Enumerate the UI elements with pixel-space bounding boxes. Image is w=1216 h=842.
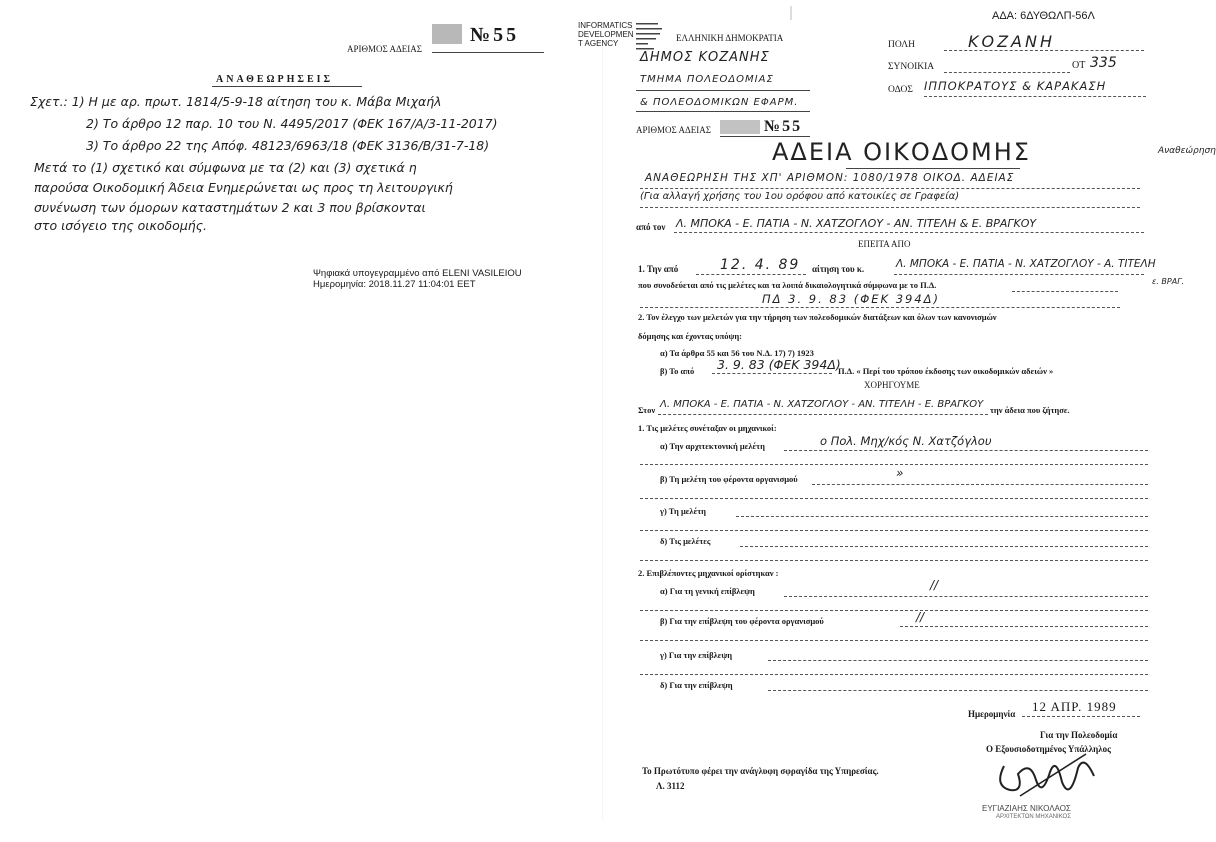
section1-b-label: β) Τη μελέτη του φέροντα οργανισμού bbox=[660, 474, 798, 484]
engineer-stamp-title: ΑΡΧΙΤΕΚΤΩΝ ΜΗΧΑΝΙΚΟΣ bbox=[996, 814, 1071, 820]
revision-note-7: στο ισόγειο της οικοδομής. bbox=[34, 218, 208, 233]
item1-date: 12. 4. 89 bbox=[720, 257, 801, 273]
section2-a-label: α) Για τη γενική επίβλεψη bbox=[660, 586, 755, 596]
to-tail: την άδεια που ζήτησε. bbox=[990, 405, 1070, 415]
item2-beta-text: Π.Δ. « Περί του τρόπου έκδοσης των οικοδομικών αδειών » bbox=[838, 366, 1054, 376]
item1-names: Λ. ΜΠΟΚΑ - Ε. ΠΑΤΙΑ - Ν. ΧΑΤΖΟΓΛΟΥ - Α. ΤΙΤΕΛΗ bbox=[896, 258, 1156, 270]
department-sub: & ΠΟΛΕΟΔΟΜΙΚΩΝ ΕΦΑΡΜ. bbox=[640, 97, 799, 108]
after-heading: ΕΠΕΙΤΑ ΑΠΟ bbox=[858, 239, 911, 249]
section2-b-label: β) Για την επίβλεψη του φέροντα οργανισμού bbox=[660, 616, 824, 626]
digital-signature: Ψηφιακά υπογεγραμμένο από ELENI VASILEIOU Ημερομηνία: 2018.11.27 11:04:01 EET bbox=[313, 268, 522, 290]
left-stamp-blot bbox=[432, 24, 462, 44]
document-title: ΑΔΕΙΑ ΟΙΚΟΔΟΜΗΣ bbox=[772, 138, 1031, 166]
item2-beta-date: 3. 9. 83 (ΦΕΚ 394Δ) bbox=[717, 357, 841, 372]
revision-note-4: Μετά το (1) σχετικό και σύμφωνα με τα (2) και (3) σχετικά η bbox=[34, 160, 417, 175]
city-label: ΠΟΛΗ bbox=[888, 40, 916, 50]
to-value: Λ. ΜΠΟΚΑ - Ε. ΠΑΤΙΑ - Ν. ΧΑΤΖΟΓΛΟΥ - ΑΝ. ΤΙΤΕΛΗ - Ε. ΒΡΑΓΚΟΥ bbox=[660, 399, 984, 410]
left-permit-number: №55 bbox=[470, 24, 520, 46]
street-value: ΙΠΠΟΚΡΑΤΟΥΣ & ΚΑΡΑΚΑΣΗ bbox=[924, 79, 1107, 93]
section1-a-value: ο Πολ. Μηχ/κός Ν. Χατζόγλου bbox=[820, 434, 992, 448]
section1-b-value: » bbox=[896, 466, 904, 480]
item1-prefix: 1. Την από bbox=[638, 264, 679, 274]
revision-note-1: Σχετ.: 1) Η με αρ. πρωτ. 1814/5-9-18 αίτηση του κ. Μάβα Μιχαήλ bbox=[30, 94, 442, 109]
ada-code: ΑΔΑ: 6ΔΥΘΩΛΠ-56Λ bbox=[992, 10, 1095, 22]
right-permit-number: №55 bbox=[764, 118, 803, 135]
section2-a-value: // bbox=[930, 578, 939, 592]
item2-alpha: α) Τα άρθρα 55 και 56 του Ν.Δ. 17) 7) 1923 bbox=[660, 348, 814, 358]
item1-accompanied: που συνοδεύεται από τις μελέτες και τα λοιπά δικαιολογητικά σύμφωνα με το Π.Δ. bbox=[638, 280, 937, 290]
left-permit-number-label: ΑΡΙΘΜΟΣ ΑΔΕΙΑΣ bbox=[347, 44, 423, 54]
from-value: Λ. ΜΠΟΚΑ - Ε. ΠΑΤΙΑ - Ν. ΧΑΤΖΟΓΛΟΥ - ΑΝ. ΤΙΤΕΛΗ & Ε. ΒΡΑΓΚΟΥ bbox=[676, 217, 1037, 230]
revision-note-3: 3) Το άρθρο 22 της Απόφ. 48123/6963/18 (ΦΕΚ 3136/Β/31-7-18) bbox=[86, 138, 490, 153]
sign-line-2: Ο Εξουσιοδοτημένος Υπάλληλος bbox=[986, 744, 1111, 754]
item1-pd: ΠΔ 3. 9. 83 (ΦΕΚ 394Δ) bbox=[762, 292, 941, 306]
grant-heading: ΧΟΡΗΓΟΥΜΕ bbox=[864, 380, 920, 390]
section1-d-label: δ) Τις μελέτες bbox=[660, 536, 711, 546]
section2-b-value: // bbox=[916, 610, 925, 624]
logo-text-block bbox=[636, 22, 662, 52]
item1-extra: ε. ΒΡΑΓ. bbox=[1152, 277, 1185, 286]
right-permit-number-label: ΑΡΙΘΜΟΣ ΑΔΕΙΑΣ bbox=[636, 125, 712, 135]
neighborhood-label: ΣΥΝΟΙΚΙΑ bbox=[888, 62, 935, 72]
revision-note-5: παρούσα Οικοδομική Άδεια Ενημερώνεται ως προς τη λειτουργική bbox=[34, 180, 453, 195]
item2-line-2: δόμησης και έχοντας υπόψη: bbox=[638, 331, 743, 341]
hellenic-republic: ΕΛΛΗΝΙΚΗ ΔΗΜΟΚΡΑΤΙΑ bbox=[676, 33, 784, 43]
municipality: ΔΗΜΟΣ ΚΟΖΑΝΗΣ bbox=[640, 50, 770, 65]
revisions-heading: ΑΝΑΘΕΩΡΗΣΕΙΣ bbox=[216, 74, 334, 85]
section2-d-label: δ) Για την επίβλεψη bbox=[660, 680, 733, 690]
city-value: ΚΟΖΑΝΗ bbox=[968, 32, 1055, 51]
street-label: ΟΔΟΣ bbox=[888, 85, 913, 95]
block-value: 335 bbox=[1090, 55, 1117, 71]
item2-beta-prefix: β) Το από bbox=[660, 366, 695, 376]
footer-line-2: Λ. 3112 bbox=[656, 781, 685, 791]
section1-c-label: γ) Τη μελέτη bbox=[660, 506, 706, 516]
section1-heading: 1. Τις μελέτες συνέταξαν οι μηχανικοί: bbox=[638, 423, 777, 433]
section2-heading: 2. Επιβλέποντες μηχανικοί ορίστηκαν : bbox=[638, 568, 779, 578]
footer-line-1: Το Πρωτότυπο φέρει την ανάγλυφη σφραγίδα της Υπηρεσίας. bbox=[642, 766, 879, 776]
to-label: Στον bbox=[638, 405, 656, 415]
department: ΤΜΗΜΑ ΠΟΛΕΟΔΟΜΙΑΣ bbox=[640, 74, 774, 85]
right-stamp-blot bbox=[720, 120, 760, 134]
revision-note-2: 2) Το άρθρο 12 παρ. 10 του Ν. 4495/2017 (ΦΕΚ 167/Α/3-11-2017) bbox=[86, 116, 498, 131]
date-label: Ημερομηνία bbox=[968, 709, 1016, 719]
section1-a-label: α) Την αρχιτεκτονική μελέτη bbox=[660, 441, 765, 451]
revision-line-2: (Για αλλαγή χρήσης του 1ου ορόφου από κατοικίες σε Γραφεία) bbox=[640, 191, 960, 202]
block-label: ΟΤ bbox=[1072, 60, 1086, 71]
item2-line-1: 2. Τον έλεγχο των μελετών για την τήρηση των πολεοδομικών διατάξεων και όλων των κανονισμών bbox=[638, 312, 997, 322]
item1-request-of: αίτηση του κ. bbox=[812, 264, 865, 274]
sign-line-1: Για την Πολεοδομία bbox=[1040, 730, 1118, 740]
informatics-logo: INFORMATICS DEVELOPMEN T AGENCY bbox=[578, 21, 634, 48]
revision-line-1: ΑΝΑΘΕΩΡΗΣΗ ΤΗΣ ΧΠ' ΑΡΙΘΜΟΝ: 1080/1978 ΟΙΚΟΔ. ΑΔΕΙΑΣ bbox=[645, 172, 1015, 184]
margin-note: Αναθεώρηση bbox=[1158, 146, 1216, 156]
section2-c-label: γ) Για την επίβλεψη bbox=[660, 650, 733, 660]
from-label: από τον bbox=[636, 222, 666, 232]
handwritten-signature bbox=[990, 746, 1100, 813]
revision-note-6: συνένωση των όμορων καταστημάτων 2 και 3 που βρίσκονται bbox=[34, 200, 426, 215]
engineer-stamp-name: ΕΥΓΙΑΖΙΑΗΣ ΝΙΚΟΛΑΟΣ bbox=[982, 804, 1071, 813]
date-stamp: 12 ΑΠΡ. 1989 bbox=[1032, 699, 1117, 714]
